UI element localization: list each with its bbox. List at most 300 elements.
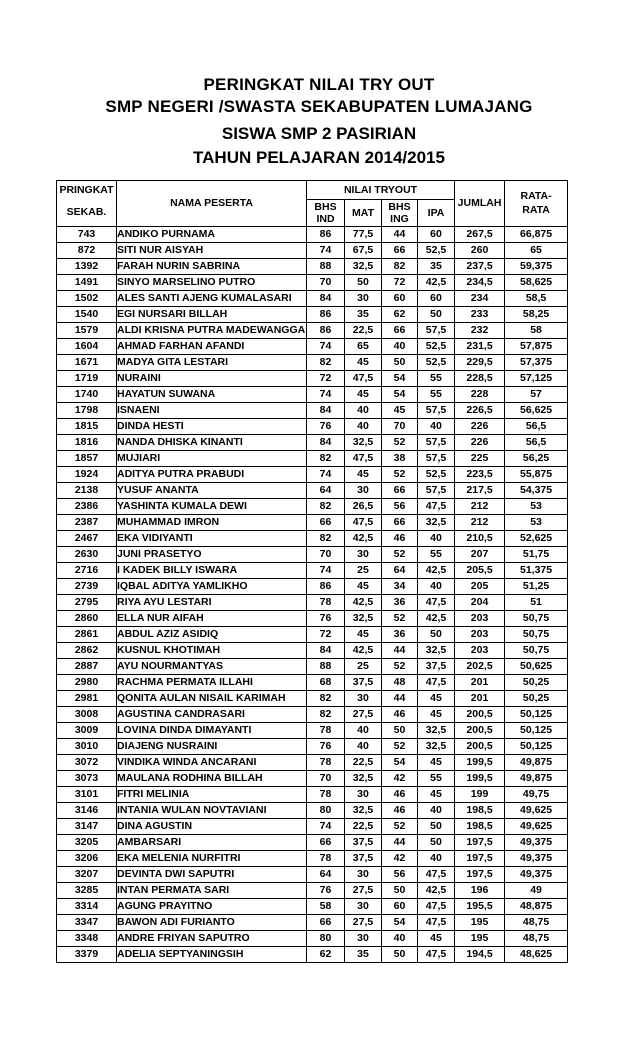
cell-bhs-ind: 70 [307,770,345,786]
cell-ipa: 45 [418,690,455,706]
table-row [57,706,568,722]
cell-name: DEVINTA DWI SAPUTRI [117,866,307,882]
header-bhs-ing [382,199,418,226]
cell-ipa: 32,5 [418,514,455,530]
cell-rata-rata: 48,875 [505,898,568,914]
cell-bhs-ind: 82 [307,530,345,546]
header-bhs-ind-line-1: BHS [314,200,337,213]
cell-ipa: 42,5 [418,882,455,898]
cell-rata-rata: 49 [505,882,568,898]
cell-ipa: 52,5 [418,354,455,370]
table-row [57,866,568,882]
cell-bhs-ind: 76 [307,610,345,626]
cell-bhs-ind: 72 [307,626,345,642]
cell-ipa: 40 [418,850,455,866]
title-line-1: PERINGKAT NILAI TRY OUT [203,75,435,94]
cell-mat: 30 [345,546,382,562]
table-row [57,498,568,514]
cell-bhs-ing: 46 [382,530,418,546]
cell-bhs-ind: 84 [307,402,345,418]
cell-ipa: 50 [418,626,455,642]
cell-bhs-ind: 84 [307,642,345,658]
cell-rank: 3285 [57,882,117,898]
cell-bhs-ind: 62 [307,946,345,962]
cell-name: ANDIKO PURNAMA [117,226,307,242]
cell-jumlah: 199 [455,786,505,802]
cell-jumlah: 198,5 [455,818,505,834]
cell-name: VINDIKA WINDA ANCARANI [117,754,307,770]
cell-rata-rata: 49,75 [505,786,568,802]
cell-name: AHMAD FARHAN AFANDI [117,338,307,354]
table-row [57,242,568,258]
cell-rata-rata: 51,75 [505,546,568,562]
cell-rata-rata: 51,375 [505,562,568,578]
ranking-table-body [57,226,568,962]
cell-ipa: 45 [418,706,455,722]
document-title-block [0,74,638,169]
cell-bhs-ing: 66 [382,514,418,530]
cell-rata-rata: 57,125 [505,370,568,386]
cell-mat: 32,5 [345,802,382,818]
cell-bhs-ing: 52 [382,818,418,834]
cell-rank: 2861 [57,626,117,642]
cell-jumlah: 203 [455,642,505,658]
table-row [57,226,568,242]
cell-jumlah: 195 [455,930,505,946]
cell-rank: 3379 [57,946,117,962]
cell-rata-rata: 65 [505,242,568,258]
cell-bhs-ing: 40 [382,338,418,354]
cell-ipa: 40 [418,802,455,818]
cell-rank: 1815 [57,418,117,434]
table-row [57,514,568,530]
cell-ipa: 45 [418,930,455,946]
cell-rata-rata: 50,625 [505,658,568,674]
cell-bhs-ind: 74 [307,466,345,482]
cell-jumlah: 260 [455,242,505,258]
cell-ipa: 55 [418,386,455,402]
cell-rata-rata: 56,625 [505,402,568,418]
cell-mat: 22,5 [345,818,382,834]
cell-rata-rata: 50,25 [505,690,568,706]
table-row [57,354,568,370]
table-row [57,546,568,562]
cell-rank: 2387 [57,514,117,530]
cell-ipa: 47,5 [418,594,455,610]
cell-rata-rata: 50,75 [505,626,568,642]
cell-bhs-ing: 66 [382,242,418,258]
cell-bhs-ind: 84 [307,290,345,306]
cell-bhs-ing: 44 [382,642,418,658]
cell-mat: 30 [345,290,382,306]
table-row [57,834,568,850]
cell-name: ADELIA SEPTYANINGSIH [117,946,307,962]
cell-jumlah: 212 [455,514,505,530]
cell-ipa: 55 [418,770,455,786]
cell-ipa: 45 [418,754,455,770]
cell-name: SINYO MARSELINO PUTRO [117,274,307,290]
cell-ipa: 45 [418,786,455,802]
table-row [57,594,568,610]
cell-bhs-ing: 50 [382,946,418,962]
cell-mat: 37,5 [345,674,382,690]
cell-name: MUJIARI [117,450,307,466]
cell-bhs-ind: 80 [307,930,345,946]
cell-bhs-ing: 52 [382,658,418,674]
cell-ipa: 32,5 [418,738,455,754]
cell-rank: 2716 [57,562,117,578]
cell-bhs-ing: 70 [382,418,418,434]
cell-mat: 35 [345,946,382,962]
cell-jumlah: 231,5 [455,338,505,354]
header-rata-rata [505,181,568,227]
cell-rata-rata: 50,75 [505,610,568,626]
header-sekab: SEKAB. [57,199,117,226]
cell-bhs-ind: 66 [307,914,345,930]
cell-ipa: 47,5 [418,914,455,930]
cell-name: RACHMA PERMATA ILLAHI [117,674,307,690]
cell-bhs-ind: 80 [307,802,345,818]
cell-mat: 30 [345,866,382,882]
cell-bhs-ing: 44 [382,690,418,706]
cell-bhs-ing: 52 [382,434,418,450]
table-row [57,802,568,818]
cell-rata-rata: 49,625 [505,818,568,834]
cell-jumlah: 195,5 [455,898,505,914]
cell-rata-rata: 50,125 [505,706,568,722]
cell-name: NURAINI [117,370,307,386]
cell-name: IQBAL ADITYA YAMLIKHO [117,578,307,594]
cell-name: MAULANA RODHINA BILLAH [117,770,307,786]
cell-bhs-ing: 45 [382,402,418,418]
cell-name: DIAJENG NUSRAINI [117,738,307,754]
cell-ipa: 57,5 [418,450,455,466]
cell-name: QONITA AULAN NISAIL KARIMAH [117,690,307,706]
cell-rata-rata: 56,25 [505,450,568,466]
cell-rata-rata: 52,625 [505,530,568,546]
cell-rata-rata: 48,75 [505,914,568,930]
cell-ipa: 40 [418,530,455,546]
cell-jumlah: 217,5 [455,482,505,498]
cell-bhs-ind: 64 [307,482,345,498]
cell-mat: 40 [345,738,382,754]
table-row [57,818,568,834]
cell-ipa: 47,5 [418,498,455,514]
cell-bhs-ing: 66 [382,482,418,498]
cell-mat: 25 [345,658,382,674]
cell-bhs-ind: 86 [307,306,345,322]
cell-bhs-ind: 88 [307,658,345,674]
cell-ipa: 52,5 [418,242,455,258]
cell-jumlah: 204 [455,594,505,610]
cell-ipa: 42,5 [418,562,455,578]
cell-rank: 743 [57,226,117,242]
cell-name: INTANIA WULAN NOVTAVIANI [117,802,307,818]
cell-bhs-ind: 74 [307,338,345,354]
cell-bhs-ind: 70 [307,274,345,290]
table-row [57,386,568,402]
cell-name: KUSNUL KHOTIMAH [117,642,307,658]
cell-bhs-ind: 82 [307,354,345,370]
cell-jumlah: 226,5 [455,402,505,418]
cell-bhs-ing: 54 [382,386,418,402]
cell-rank: 3348 [57,930,117,946]
cell-jumlah: 229,5 [455,354,505,370]
cell-bhs-ing: 60 [382,290,418,306]
cell-mat: 30 [345,786,382,802]
cell-rank: 1540 [57,306,117,322]
cell-jumlah: 197,5 [455,866,505,882]
cell-bhs-ing: 72 [382,274,418,290]
cell-bhs-ind: 72 [307,370,345,386]
cell-name: EKA VIDIYANTI [117,530,307,546]
cell-rank: 3206 [57,850,117,866]
cell-jumlah: 228 [455,386,505,402]
cell-ipa: 47,5 [418,674,455,690]
cell-rata-rata: 53 [505,498,568,514]
cell-jumlah: 205 [455,578,505,594]
cell-rata-rata: 49,375 [505,850,568,866]
cell-bhs-ind: 86 [307,578,345,594]
cell-rank: 3146 [57,802,117,818]
cell-ipa: 50 [418,834,455,850]
cell-mat: 47,5 [345,514,382,530]
cell-mat: 30 [345,482,382,498]
cell-bhs-ind: 78 [307,850,345,866]
cell-bhs-ind: 82 [307,498,345,514]
cell-rata-rata: 49,625 [505,802,568,818]
cell-ipa: 32,5 [418,642,455,658]
cell-mat: 45 [345,466,382,482]
cell-rank: 3008 [57,706,117,722]
cell-bhs-ind: 82 [307,690,345,706]
cell-ipa: 57,5 [418,322,455,338]
table-row [57,274,568,290]
table-row [57,338,568,354]
cell-rata-rata: 58,5 [505,290,568,306]
cell-rata-rata: 56,5 [505,418,568,434]
table-row [57,562,568,578]
cell-mat: 32,5 [345,610,382,626]
cell-mat: 45 [345,626,382,642]
cell-rank: 3205 [57,834,117,850]
cell-mat: 45 [345,578,382,594]
cell-jumlah: 233 [455,306,505,322]
header-ipa: IPA [418,199,455,226]
cell-rata-rata: 50,25 [505,674,568,690]
cell-name: AGUSTINA CANDRASARI [117,706,307,722]
cell-rata-rata: 49,375 [505,834,568,850]
cell-rata-rata: 50,125 [505,738,568,754]
cell-bhs-ing: 66 [382,322,418,338]
cell-mat: 22,5 [345,754,382,770]
cell-jumlah: 197,5 [455,834,505,850]
table-row [57,946,568,962]
cell-bhs-ing: 50 [382,882,418,898]
cell-jumlah: 200,5 [455,738,505,754]
cell-mat: 45 [345,354,382,370]
cell-rata-rata: 59,375 [505,258,568,274]
cell-jumlah: 212 [455,498,505,514]
cell-mat: 45 [345,386,382,402]
cell-bhs-ing: 42 [382,850,418,866]
cell-mat: 65 [345,338,382,354]
cell-bhs-ind: 78 [307,754,345,770]
cell-bhs-ind: 74 [307,242,345,258]
cell-name: AYU NOURMANTYAS [117,658,307,674]
cell-name: INTAN PERMATA SARI [117,882,307,898]
cell-rata-rata: 66,875 [505,226,568,242]
cell-mat: 77,5 [345,226,382,242]
cell-name: ISNAENI [117,402,307,418]
cell-ipa: 52,5 [418,466,455,482]
cell-ipa: 47,5 [418,946,455,962]
cell-ipa: 32,5 [418,722,455,738]
cell-ipa: 60 [418,226,455,242]
cell-rank: 3101 [57,786,117,802]
header-nilai-tryout: NILAI TRYOUT [307,181,455,200]
table-row [57,642,568,658]
cell-mat: 32,5 [345,434,382,450]
cell-bhs-ing: 50 [382,354,418,370]
cell-jumlah: 201 [455,690,505,706]
cell-ipa: 35 [418,258,455,274]
cell-bhs-ind: 78 [307,594,345,610]
cell-bhs-ind: 88 [307,258,345,274]
table-row [57,626,568,642]
cell-bhs-ind: 84 [307,434,345,450]
cell-bhs-ing: 52 [382,738,418,754]
cell-rank: 1816 [57,434,117,450]
cell-ipa: 57,5 [418,482,455,498]
cell-bhs-ind: 76 [307,418,345,434]
cell-name: LOVINA DINDA DIMAYANTI [117,722,307,738]
table-row [57,434,568,450]
cell-rata-rata: 50,75 [505,642,568,658]
cell-rata-rata: 57,375 [505,354,568,370]
cell-jumlah: 198,5 [455,802,505,818]
cell-name: YUSUF ANANTA [117,482,307,498]
cell-bhs-ing: 46 [382,802,418,818]
cell-mat: 40 [345,722,382,738]
table-row [57,450,568,466]
cell-mat: 37,5 [345,834,382,850]
header-rata-line-2: RATA [522,204,550,217]
cell-rata-rata: 53 [505,514,568,530]
table-row [57,466,568,482]
cell-name: ADITYA PUTRA PRABUDI [117,466,307,482]
cell-bhs-ing: 34 [382,578,418,594]
cell-rank: 3010 [57,738,117,754]
cell-mat: 25 [345,562,382,578]
cell-mat: 32,5 [345,770,382,786]
cell-name: EKA MELENIA NURFITRI [117,850,307,866]
title-line-3: SISWA SMP 2 PASIRIAN [221,124,417,143]
cell-mat: 40 [345,402,382,418]
cell-mat: 30 [345,930,382,946]
cell-jumlah: 207 [455,546,505,562]
cell-bhs-ing: 44 [382,226,418,242]
cell-rank: 1392 [57,258,117,274]
cell-mat: 32,5 [345,258,382,274]
header-rank: PRINGKAT [57,181,117,200]
cell-rata-rata: 58 [505,322,568,338]
cell-name: SITI NUR AISYAH [117,242,307,258]
cell-ipa: 57,5 [418,434,455,450]
cell-mat: 30 [345,898,382,914]
header-bhs-ing-line-1: BHS [388,200,411,213]
cell-rank: 1740 [57,386,117,402]
cell-bhs-ing: 52 [382,546,418,562]
table-row [57,258,568,274]
cell-name: MADYA GITA LESTARI [117,354,307,370]
cell-name: I KADEK BILLY ISWARA [117,562,307,578]
cell-ipa: 47,5 [418,866,455,882]
cell-mat: 27,5 [345,882,382,898]
cell-rank: 2887 [57,658,117,674]
cell-rank: 3073 [57,770,117,786]
cell-ipa: 57,5 [418,402,455,418]
cell-rank: 1924 [57,466,117,482]
cell-bhs-ing: 54 [382,370,418,386]
cell-name: ELLA NUR AIFAH [117,610,307,626]
cell-bhs-ing: 46 [382,706,418,722]
cell-jumlah: 197,5 [455,850,505,866]
cell-bhs-ing: 38 [382,450,418,466]
cell-rank: 1579 [57,322,117,338]
cell-jumlah: 223,5 [455,466,505,482]
cell-jumlah: 226 [455,418,505,434]
cell-bhs-ing: 36 [382,594,418,610]
cell-bhs-ing: 60 [382,898,418,914]
cell-name: BAWON ADI FURIANTO [117,914,307,930]
cell-rank: 2386 [57,498,117,514]
cell-jumlah: 194,5 [455,946,505,962]
header-bhs-ing-line-2: ING [390,212,409,225]
cell-bhs-ind: 82 [307,450,345,466]
table-row [57,722,568,738]
cell-jumlah: 196 [455,882,505,898]
cell-ipa: 50 [418,306,455,322]
cell-jumlah: 201 [455,674,505,690]
cell-name: ALDI KRISNA PUTRA MADEWANGGA [117,324,306,336]
cell-bhs-ind: 66 [307,514,345,530]
cell-name: NANDA DHISKA KINANTI [117,434,307,450]
cell-rank: 3314 [57,898,117,914]
cell-bhs-ing: 46 [382,786,418,802]
cell-jumlah: 199,5 [455,770,505,786]
cell-rank: 3207 [57,866,117,882]
header-rata-line-1: RATA- [520,190,552,203]
cell-bhs-ing: 42 [382,770,418,786]
table-row [57,482,568,498]
cell-bhs-ing: 56 [382,866,418,882]
cell-rank: 2739 [57,578,117,594]
cell-jumlah: 195 [455,914,505,930]
cell-bhs-ing: 36 [382,626,418,642]
cell-rata-rata: 48,75 [505,930,568,946]
cell-bhs-ind: 76 [307,882,345,898]
table-row [57,402,568,418]
cell-jumlah: 234,5 [455,274,505,290]
cell-ipa: 52,5 [418,338,455,354]
cell-rank: 1502 [57,290,117,306]
cell-rank: 2795 [57,594,117,610]
cell-jumlah: 226 [455,434,505,450]
cell-bhs-ind: 74 [307,386,345,402]
cell-name: YASHINTA KUMALA DEWI [117,498,307,514]
cell-rank: 2138 [57,482,117,498]
